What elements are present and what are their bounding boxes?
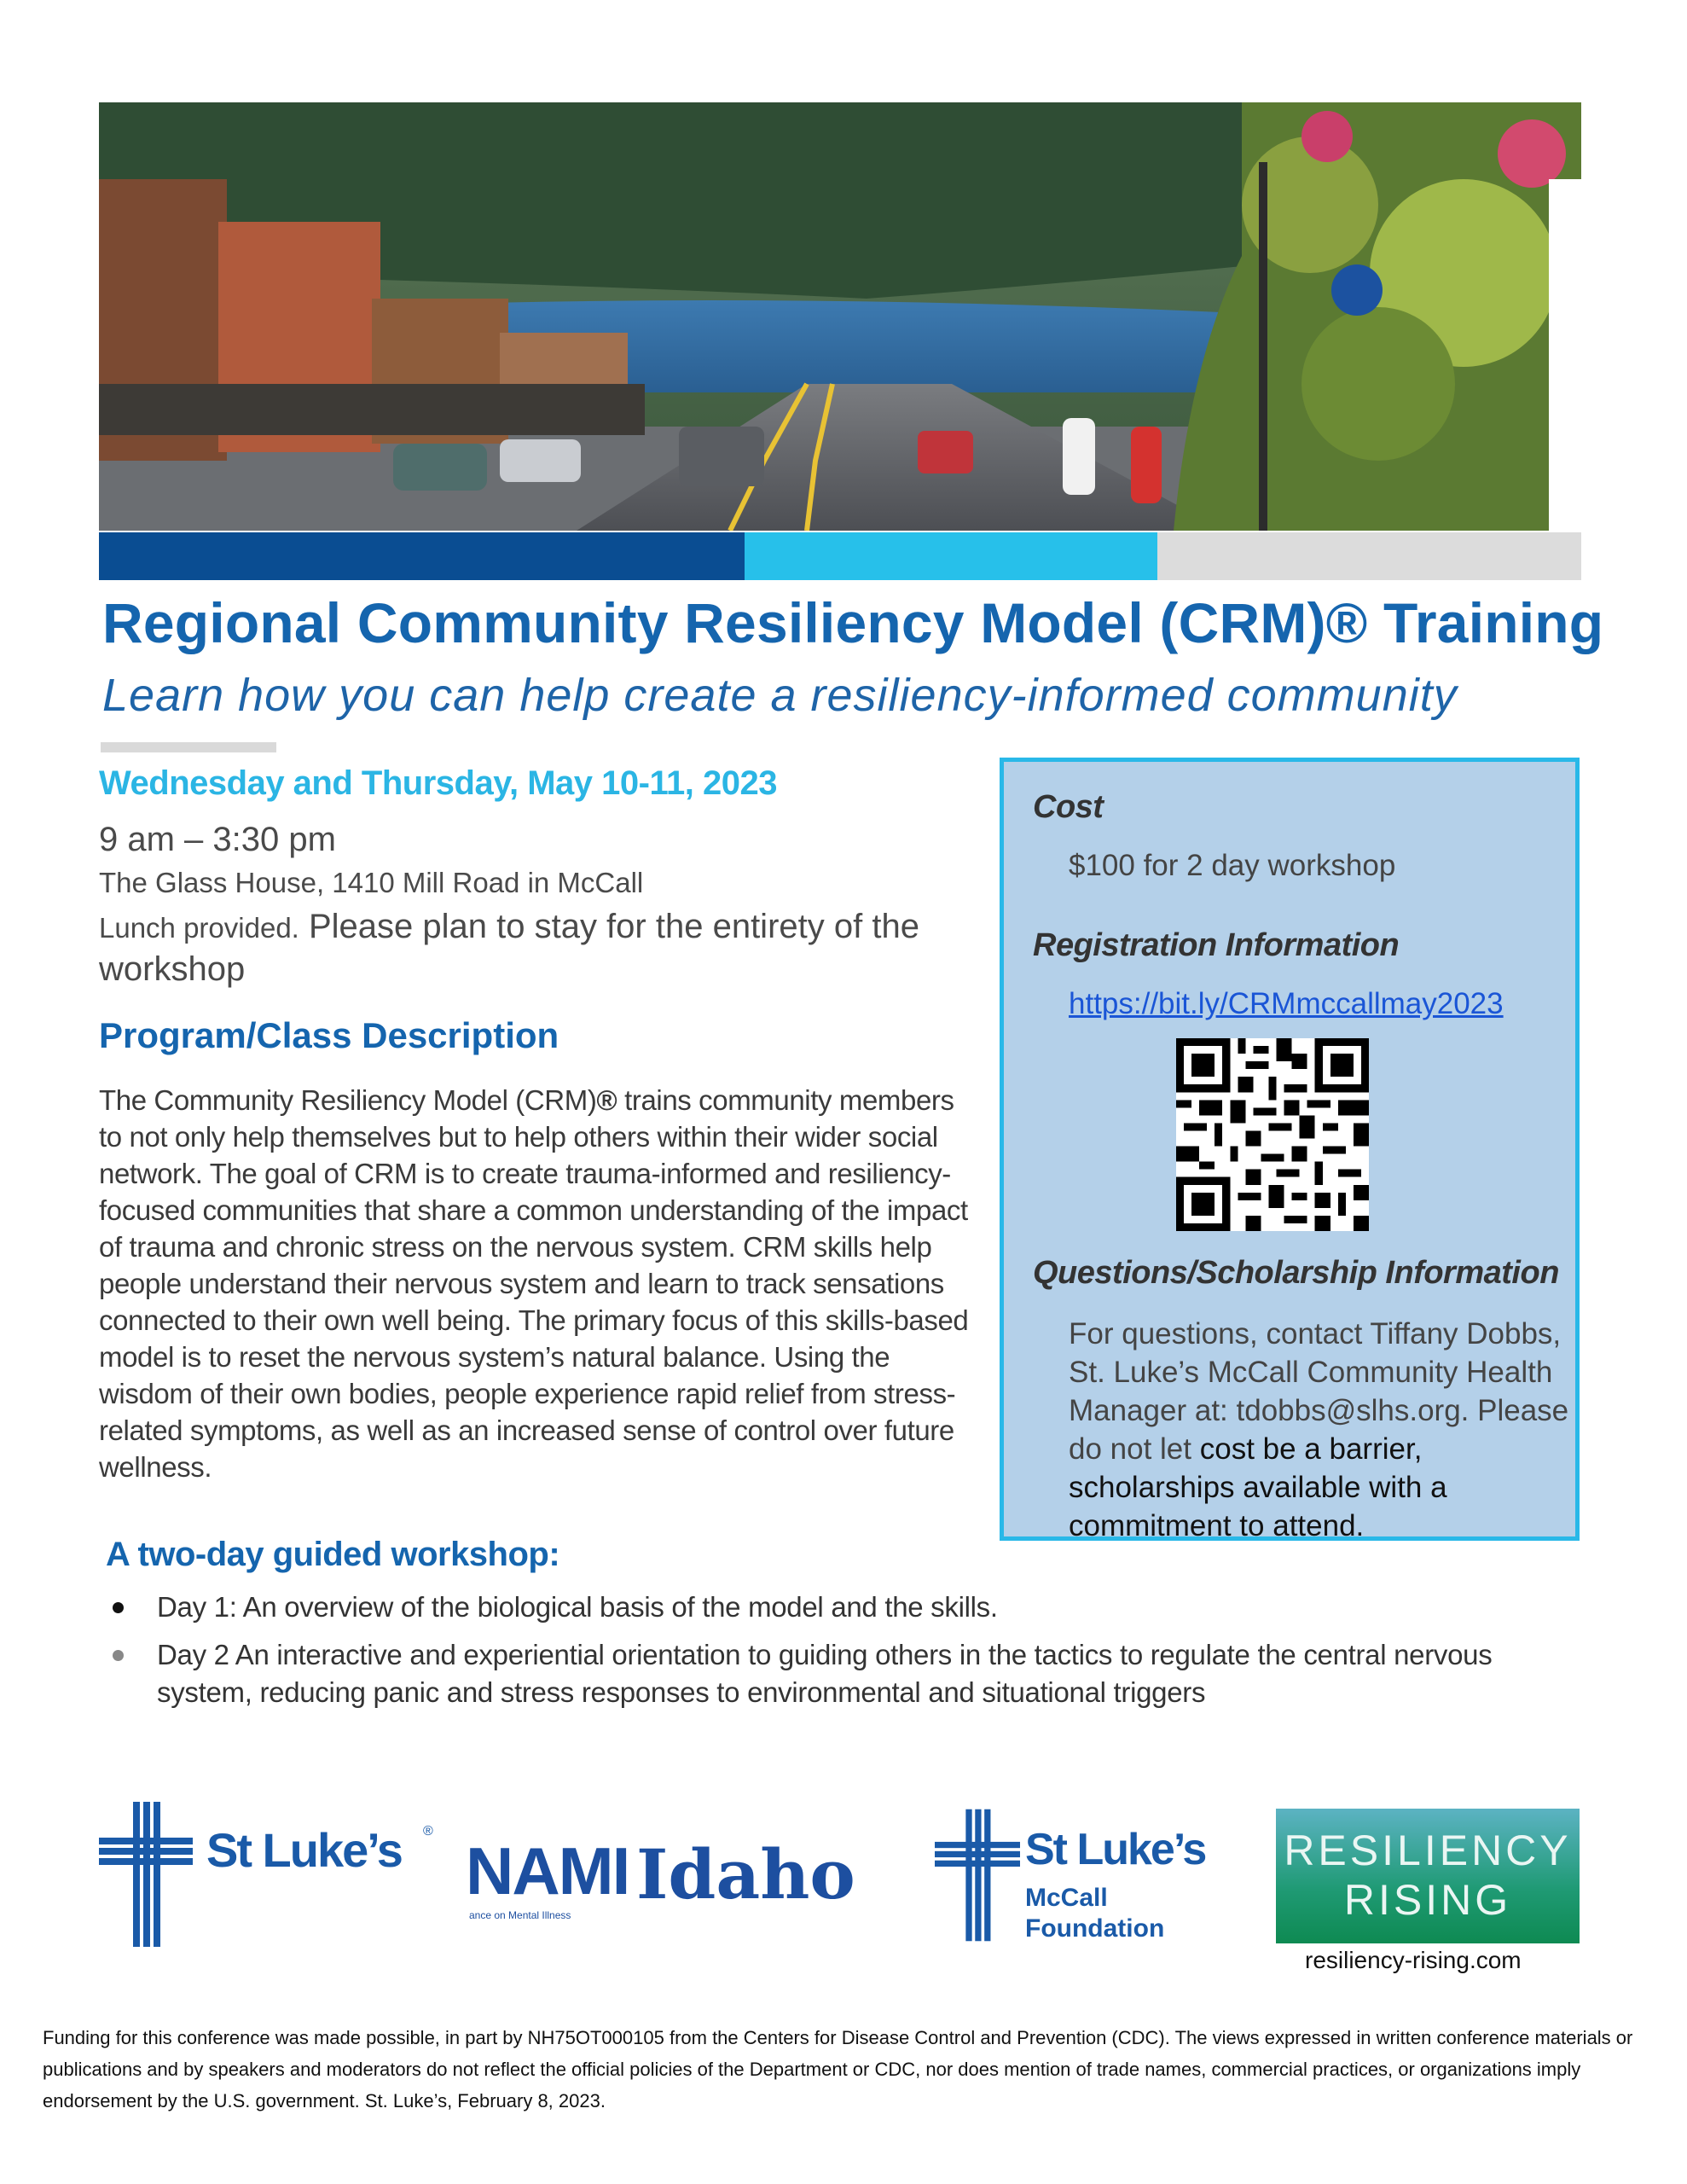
workshop-heading: A two-day guided workshop:	[106, 1536, 560, 1573]
website-link[interactable]: resiliency-rising.com	[1305, 1947, 1522, 1973]
resiliency-wordmark: RESILIENCY	[1284, 1827, 1572, 1874]
event-venue: The Glass House, 1410 Mill Road in McCall	[99, 867, 644, 898]
registered-mark: ®	[423, 1824, 433, 1838]
cost-heading: Cost	[1033, 789, 1104, 825]
qr-code[interactable]	[1176, 1038, 1369, 1231]
workshop-list	[106, 1589, 1590, 1722]
list-item-text: Day 2 An interactive and experiential orientation to guiding others in the tactics to regulate the central nervous system, reducing panic and stress responses to environmental and situational triggers	[157, 1639, 1493, 1708]
event-date: Wednesday and Thursday, May 10-11, 2023	[99, 764, 777, 802]
divider	[101, 742, 276, 752]
questions-text	[1069, 1315, 1572, 1545]
hero-photo	[99, 102, 1581, 531]
nami-tagline: ance on Mental Illness	[469, 1909, 571, 1921]
registration-link[interactable]: https://bit.ly/CRMmccallmay2023	[1069, 987, 1504, 1020]
nami-wordmark: NAMI	[466, 1833, 629, 1908]
cross-icon	[99, 1802, 193, 1947]
page-subtitle: Learn how you can help create a resiliency-informed community	[102, 670, 1458, 721]
list-item-text: Day 1: An overview of the biological basis of the model and the skills.	[157, 1591, 998, 1623]
info-box	[1000, 758, 1580, 1541]
lunch-big: Please plan to stay for the entirety of the workshop	[99, 908, 919, 988]
program-description	[99, 1082, 977, 1485]
program-reg-mark: ®	[596, 1084, 617, 1116]
resiliency-rising-logo	[1276, 1809, 1580, 1943]
stlukes-wordmark: St Luke’s	[1025, 1825, 1206, 1874]
cost-text: $100 for 2 day workshop	[1069, 849, 1396, 882]
stlukes-logo	[99, 1802, 457, 1947]
nami-logo	[466, 1833, 858, 1926]
cross-icon	[935, 1807, 1020, 1943]
program-heading: Program/Class Description	[99, 1015, 559, 1055]
bar-light-blue	[745, 532, 1157, 580]
funding-disclaimer: Funding for this conference was made possible, in part by NH75OT000105 from the Centers for Disease Control and Prevention (CDC). The views expressed in written conference materials or publications and by speakers and moderators do not reflect the official policies of the Department or CDC, nor does mention of trade names, commercial practices, or organizations imply endorsement by the U.S. government. St. Luke’s, February 8, 2023.	[43, 2027, 1633, 2111]
list-item	[106, 1589, 1590, 1626]
program-text-2: trains community members to not only help themselves but to help others within their wider social network. The goal of CRM is to create trauma-informed and resiliency-focused communities that share a common understanding of the impact of trauma and chronic stress on the nervous system. CRM skills help people understand their nervous system and learn to track sensations connected to their own well being. The primary focus of this skills-based model is to reset the nervous system’s natural balance. Using the wisdom of their own bodies, people experience rapid relief from stress-related symptoms, as well as an increased sense of control over future wellness.	[99, 1084, 969, 1483]
bar-dark-blue	[99, 532, 745, 580]
page-title: Regional Community Resiliency Model (CRM)® Training	[102, 591, 1604, 654]
idaho-wordmark: Idaho	[636, 1834, 855, 1914]
bullet-icon	[113, 1650, 124, 1661]
bullet-icon	[113, 1602, 124, 1613]
stlukes-foundation-logo	[935, 1807, 1259, 1952]
event-time: 9 am – 3:30 pm	[99, 821, 336, 858]
lunch-note	[99, 906, 969, 991]
color-bars	[99, 532, 1581, 580]
registration-heading: Registration Information	[1033, 927, 1400, 963]
bar-gray	[1157, 532, 1581, 580]
lunch-small: Lunch provided.	[99, 912, 299, 944]
questions-text-2: cost be a barrier, scholarships available with a commitment to attend.	[1069, 1432, 1447, 1542]
program-text-1: The Community Resiliency Model (CRM)	[99, 1084, 597, 1116]
questions-heading: Questions/Scholarship Information	[1033, 1255, 1559, 1291]
questions-text-1: For questions, contact Tiffany Dobbs, St. Luke’s McCall Community Health Manager at: tdobbs@slhs.org. Please do not let	[1069, 1317, 1569, 1466]
stlukes-wordmark: St Luke’s	[206, 1823, 402, 1877]
list-item	[106, 1636, 1590, 1711]
rising-wordmark: RISING	[1343, 1876, 1512, 1924]
foundation-line-1: McCall	[1025, 1884, 1108, 1912]
foundation-line-2: Foundation	[1025, 1914, 1165, 1943]
